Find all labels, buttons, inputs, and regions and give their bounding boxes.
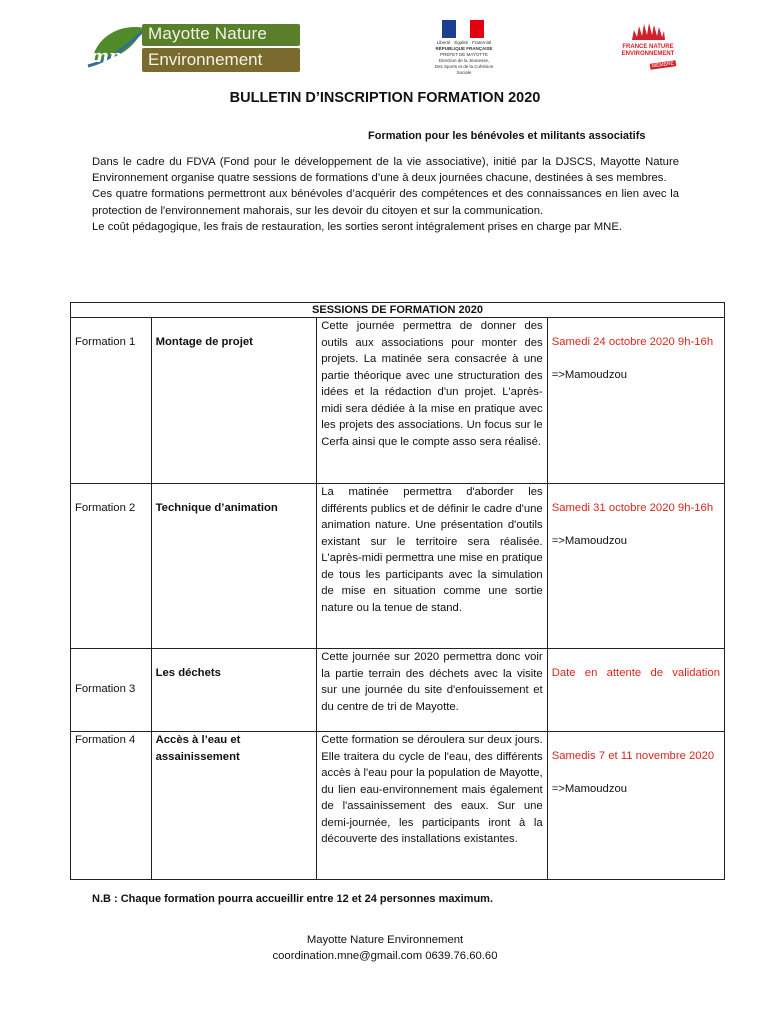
formation-date: Samedis 7 et 11 novembre 2020 — [551, 750, 715, 762]
formation-date: Samedi 24 octobre 2020 9h-16h — [551, 336, 714, 348]
footer-contact[interactable]: coordination.mne@gmail.com 0639.76.60.60 — [272, 950, 498, 962]
rf-line-3: PRÉFET DE MAYOTTE — [440, 52, 488, 57]
formation-name: Les déchets — [151, 649, 317, 732]
formation-number: Formation 2 — [71, 484, 152, 649]
formation-number: Formation 1 — [71, 318, 152, 484]
rf-line-5: Des Sports et de la Cohésion Sociale — [434, 64, 494, 75]
sessions-table — [70, 302, 725, 880]
formation-schedule — [547, 318, 724, 484]
capacity-note: N.B : Chaque formation pourra accueillir entre 12 et 24 personnes maximum. — [92, 893, 494, 905]
formation-date: Samedi 31 octobre 2020 9h-16h — [551, 502, 714, 514]
rf-motto: Liberté · Égalité · Fraternité — [436, 40, 492, 45]
fne-membre-badge: MEMBRE — [651, 60, 675, 70]
formation-schedule — [547, 649, 724, 732]
formation-description: Cette formation se déroulera sur deux jours. Elle traitera du cycle de l'eau, des différents accès à l'eau pour la population de Mayotte, du lien eau-environnement mais également de l'assainissement des eaux. Sur une demi-journée, les participants iront à la découverte des installations existantes. — [317, 732, 547, 880]
fne-logo — [620, 22, 676, 72]
page-title: BULLETIN D’INSCRIPTION FORMATION 2020 — [229, 90, 541, 106]
intro-paragraph-3: Le coût pédagogique, les frais de restauration, les sorties seront intégralement prises en charge par MNE. — [92, 220, 622, 233]
mne-logo — [86, 20, 302, 74]
page-subtitle: Formation pour les bénévoles et militants associatifs — [368, 130, 646, 142]
republique-francaise-logo — [428, 20, 500, 74]
table-row — [71, 649, 725, 732]
formation-date: Date en attente de validation — [551, 667, 720, 679]
footer — [0, 932, 770, 964]
french-flag-icon — [442, 20, 484, 38]
mne-mark-text: mne — [90, 46, 134, 67]
rf-line-2: RÉPUBLIQUE FRANÇAISE — [435, 46, 493, 51]
table-header-row — [71, 303, 725, 318]
table-header: SESSIONS DE FORMATION 2020 — [71, 303, 725, 318]
table-row — [71, 732, 725, 880]
hedgehog-icon — [630, 22, 666, 42]
mne-logo-line1: Mayotte Nature — [148, 24, 268, 43]
intro-text — [92, 154, 679, 235]
fne-text: FRANCE NATURE ENVIRONNEMENT — [621, 44, 675, 57]
formation-description: Cette journée permettra de donner des outils aux associations pour monter des projets. La matinée sera consacrée à une partie théorique avec une structuration des idées et la rédaction d'un projet. L'après-midi sera dédiée à la mise en pratique avec les projets des associations. Un focus sur le Cerfa ainsi que le compte asso sera réalisé. — [317, 318, 547, 484]
rf-line-4: Direction de la Jeunesse, — [438, 58, 490, 63]
intro-paragraph-2: Ces quatre formations permettront aux bénévoles d’acquérir des compétences et des connaissances en lien avec la protection de l'environnement mahorais, sur les devoir du citoyen et sur la communication. — [92, 188, 679, 217]
formation-number: Formation 4 — [71, 732, 152, 880]
formation-description: Cette journée sur 2020 permettra donc voir la partie terrain des déchets avec la visite sur une journée du site d'enfouissement et du centre de tri de Mayotte. — [317, 649, 547, 732]
formation-place: =>Mamoudzou — [551, 534, 628, 547]
formation-schedule — [547, 484, 724, 649]
mne-logo-line2: Environnement — [148, 50, 263, 69]
table-row — [71, 318, 725, 484]
formation-name: Technique d’animation — [151, 484, 317, 649]
formation-place: =>Mamoudzou — [551, 368, 628, 381]
formation-description: La matinée permettra d'aborder les différents publics et de définir le cadre d'une animation nature. Une présentation d'outils existant sur le territoire sera réalisée. L'après-midi permettra une mise en pratique de tous les participants avec la simulation de mise en situation comme une sortie nature ou la tenue de stand. — [317, 484, 547, 649]
formation-number: Formation 3 — [71, 649, 152, 732]
formation-name: Montage de projet — [151, 318, 317, 484]
table-row — [71, 484, 725, 649]
formation-place: =>Mamoudzou — [551, 782, 628, 795]
footer-org: Mayotte Nature Environnement — [306, 934, 464, 946]
mne-leaf-icon — [86, 22, 146, 74]
formation-schedule — [547, 732, 724, 880]
formation-name: Accès à l’eau et assainissement — [151, 732, 317, 880]
intro-paragraph-1: Dans le cadre du FDVA (Fond pour le développement de la vie associative), initié par la DJSCS, Mayotte Nature Environnement organise quatre sessions de formations d’une à deux journées chacune, destinées à ses membres. — [92, 156, 679, 185]
